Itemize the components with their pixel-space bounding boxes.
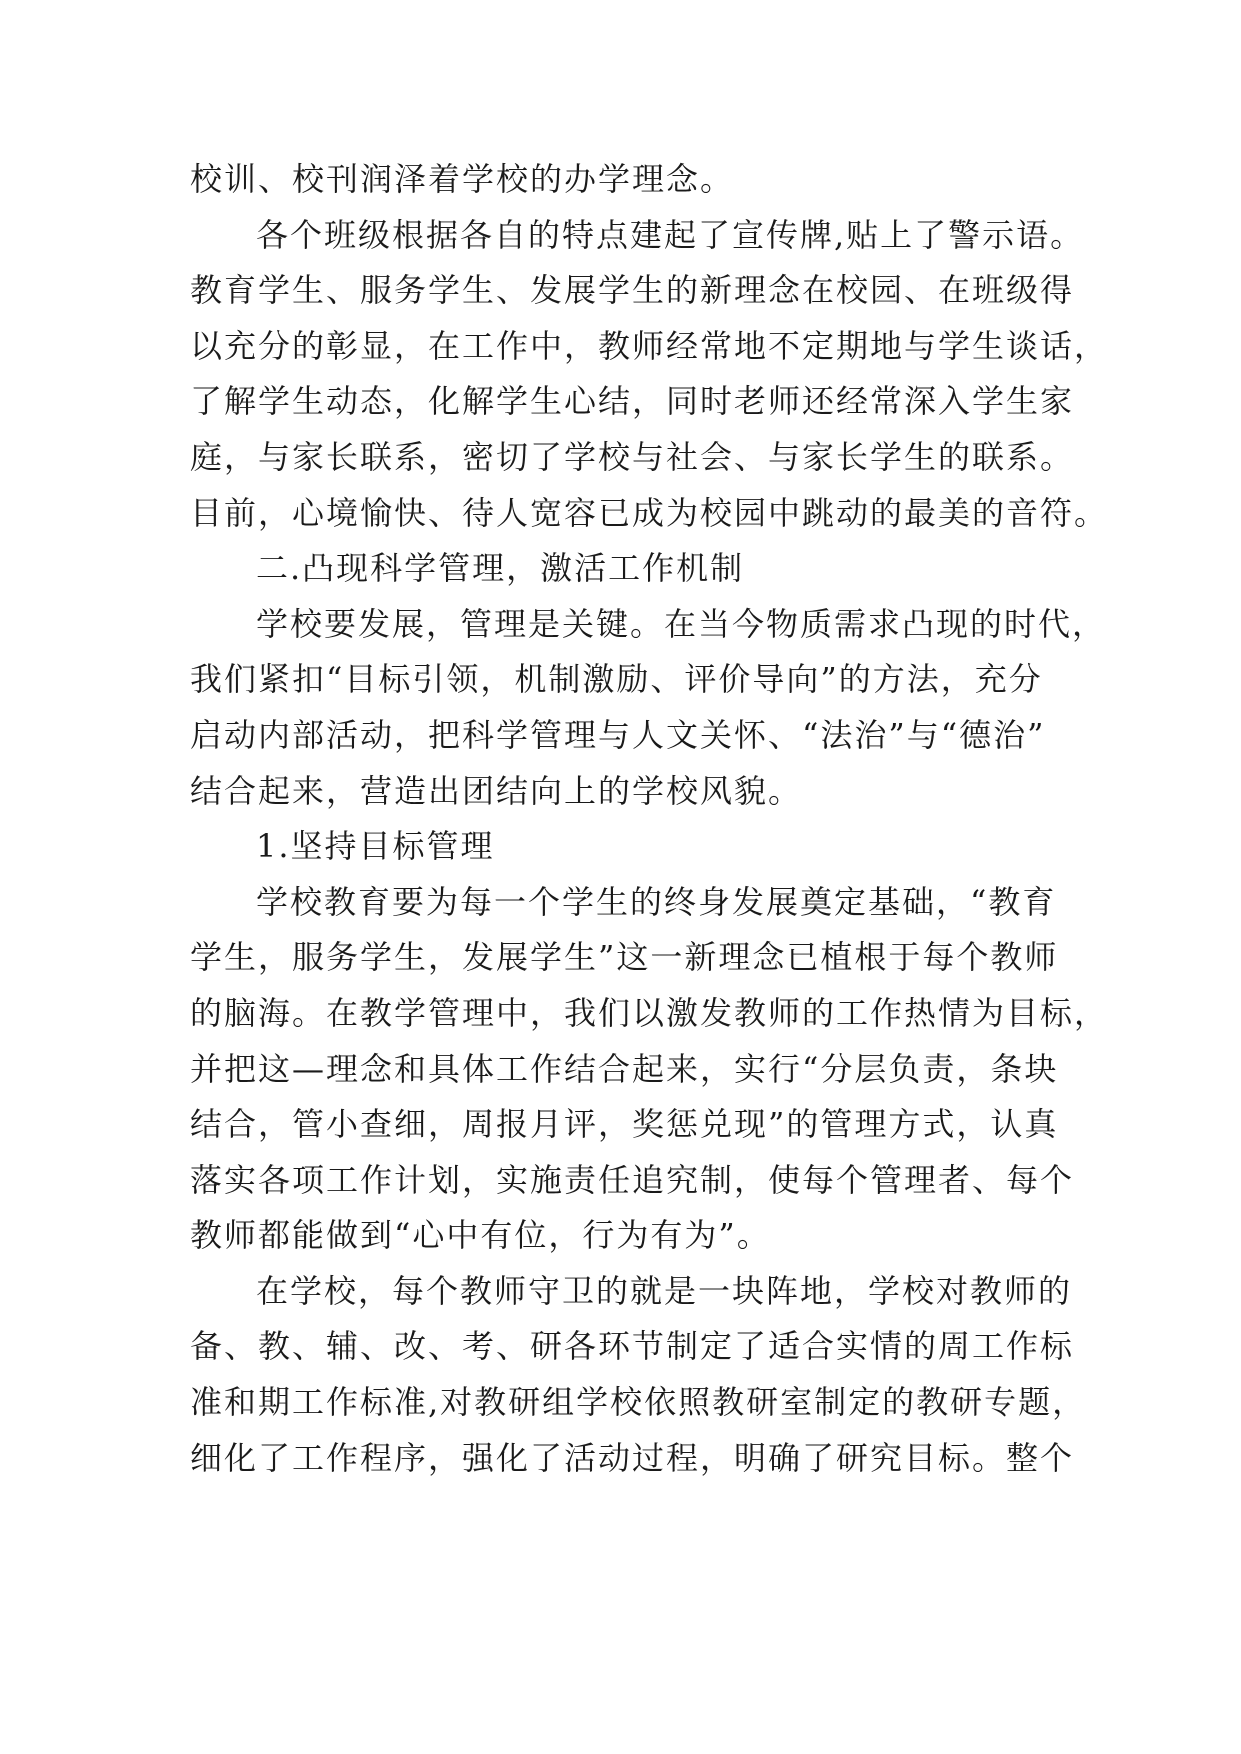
text-line: 了解学生动态，化解学生心结，同时老师还经常深入学生家 xyxy=(190,382,1075,421)
text-line: 教育学生、服务学生、发展学生的新理念在校园、在班级得 xyxy=(190,271,1075,310)
text-line: 我们紧扣“目标引领，机制激励、评价导向”的方法，充分 xyxy=(190,660,1043,699)
paragraph-start-line: 在学校，每个教师守卫的就是一块阵地，学校对教师的 xyxy=(256,1271,1073,1310)
text-line: 学生，服务学生，发展学生”这一新理念已植根于每个教师 xyxy=(190,938,1059,977)
text-line: 结合，管小查细，周报月评，奖惩兑现”的管理方式，认真 xyxy=(190,1105,1059,1144)
text-line: 细化了工作程序，强化了活动过程，明确了研究目标。整个 xyxy=(190,1438,1075,1477)
text-line: 并把这—理念和具体工作结合起来，实行“分层负责，条块 xyxy=(190,1049,1059,1088)
text-line: 准和期工作标准,对教研组学校依照教研室制定的教研专题， xyxy=(190,1383,1087,1422)
subsection-heading: 1.坚持目标管理 xyxy=(256,827,495,866)
text-line: 结合起来，营造出团结向上的学校风貌。 xyxy=(190,771,803,810)
body-text xyxy=(190,152,1109,1486)
text-line: 备、教、辅、改、考、研各环节制定了适合实情的周工作标 xyxy=(190,1327,1075,1366)
text-line: 落实各项工作计划，实施责任追究制，使每个管理者、每个 xyxy=(190,1160,1075,1199)
text-line: 校训、校刊润泽着学校的办学理念。 xyxy=(190,160,735,198)
text-line: 以充分的彰显，在工作中，教师经常地不定期地与学生谈话， xyxy=(190,326,1109,365)
text-line: 的脑海。在教学管理中，我们以激发教师的工作热情为目标， xyxy=(190,993,1109,1032)
paragraph-start-line: 学校要发展，管理是关键。在当今物质需求凸现的时代， xyxy=(256,604,1107,643)
paragraph-start-line: 学校教育要为每一个学生的终身发展奠定基础，“教育 xyxy=(256,882,1057,921)
text-line: 启动内部活动，把科学管理与人文关怀、“法治”与“德治” xyxy=(190,715,1046,754)
text-line: 庭，与家长联系，密切了学校与社会、与家长学生的联系。 xyxy=(190,437,1075,476)
section-heading: 二.凸现科学管理，激活工作机制 xyxy=(256,549,745,588)
text-line: 教师都能做到“心中有位，行为有为”。 xyxy=(190,1216,771,1255)
text-line: 目前，心境愉快、待人宽容已成为校园中跳动的最美的音符。 xyxy=(190,493,1109,532)
paragraph-start-line: 各个班级根据各自的特点建起了宣传牌,贴上了警示语。 xyxy=(256,215,1085,254)
